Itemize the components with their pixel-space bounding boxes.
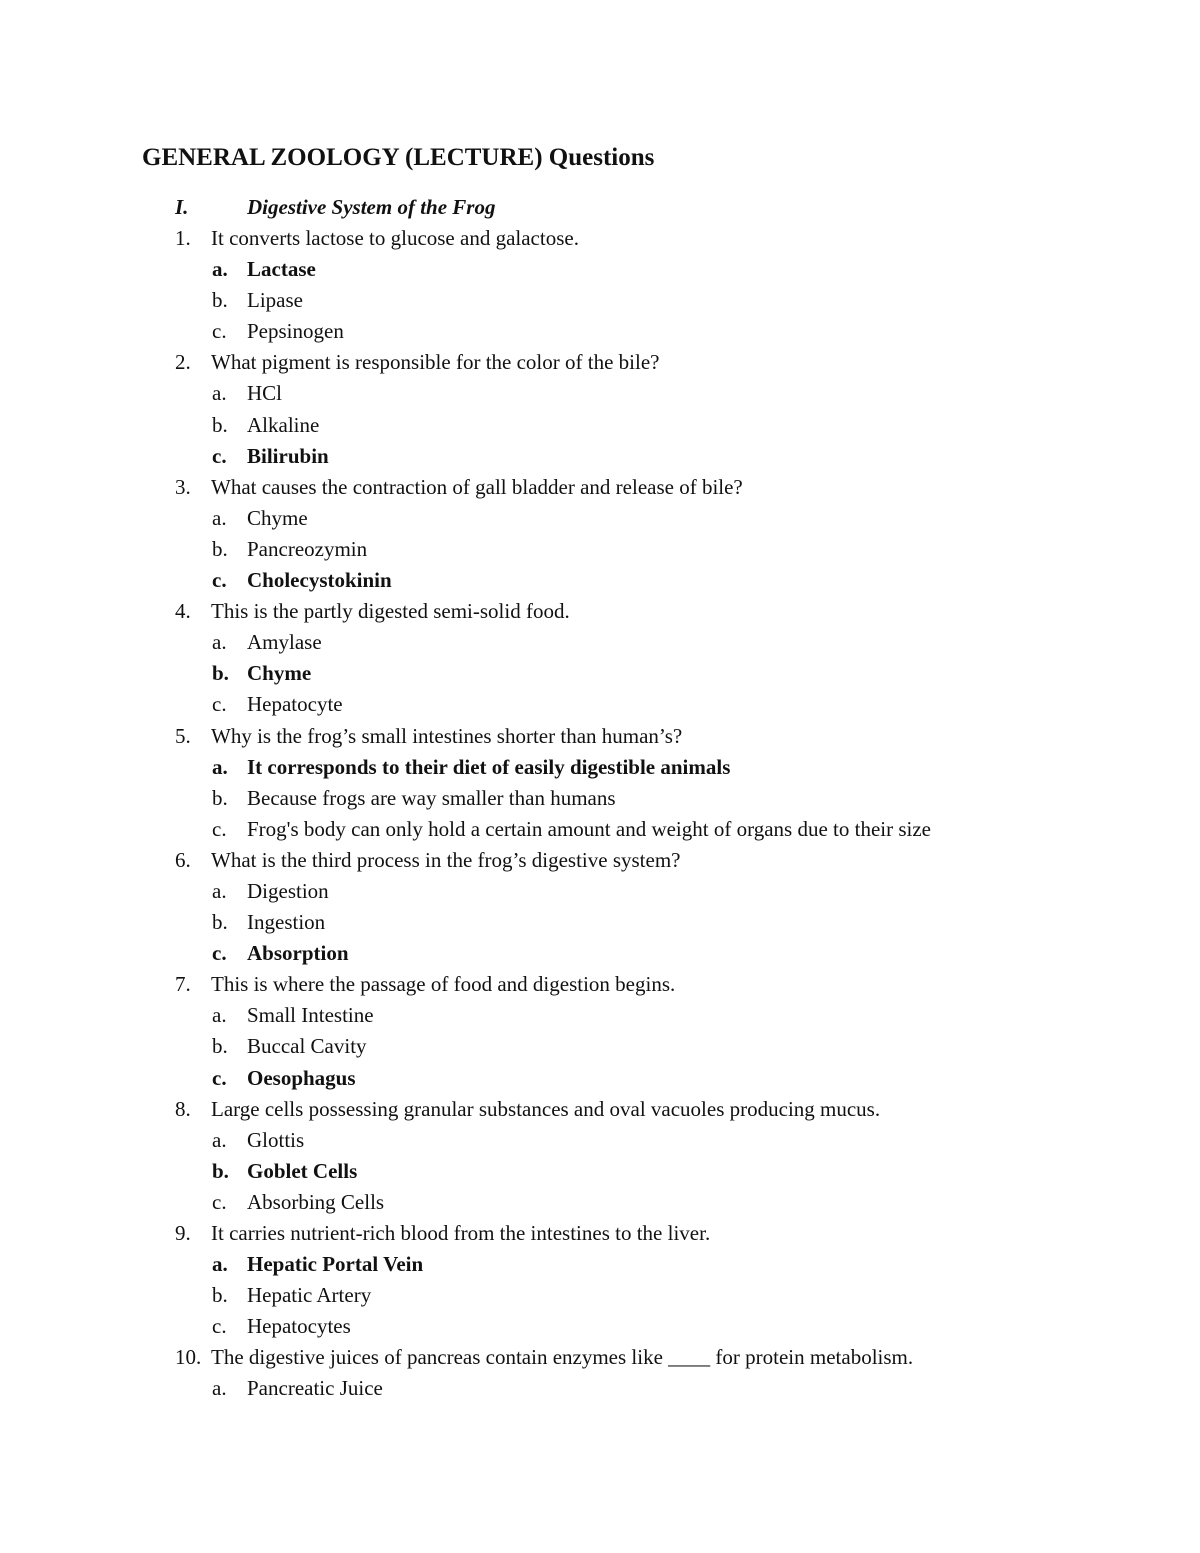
- option-letter: b.: [212, 1158, 229, 1183]
- question-text: Why is the frog’s small intestines shorter than human’s?: [211, 723, 683, 748]
- option-letter: a.: [212, 1127, 227, 1152]
- answer-option-correct: [175, 1156, 1185, 1187]
- option-letter: c.: [212, 816, 227, 841]
- question-text: Large cells possessing granular substances and oval vacuoles producing mucus.: [211, 1096, 881, 1121]
- answer-option: [175, 1031, 1185, 1062]
- answer-option: [175, 503, 1185, 534]
- option-text: Absorbing Cells: [247, 1189, 385, 1214]
- question-number: 1.: [175, 226, 191, 250]
- option-letter: b.: [212, 1283, 228, 1308]
- answer-option: [175, 1000, 1185, 1031]
- answer-option-correct: [175, 565, 1185, 596]
- option-text: HCl: [247, 381, 283, 406]
- answer-option: [175, 783, 1185, 814]
- answer-option: [175, 814, 1185, 845]
- option-letter: a.: [212, 1376, 227, 1401]
- option-text: Lipase: [247, 288, 303, 313]
- question-4: [175, 596, 1185, 627]
- question-number: 10.: [175, 1345, 202, 1370]
- section-heading: [175, 192, 495, 223]
- option-text: Cholecystokinin: [247, 568, 392, 593]
- question-number: 8.: [175, 1096, 191, 1121]
- option-text: Pancreozymin: [247, 536, 368, 561]
- question-2: [175, 347, 1185, 378]
- option-letter: b.: [212, 661, 229, 686]
- answer-option: [175, 907, 1185, 938]
- option-letter: a.: [212, 1003, 227, 1028]
- option-letter: c.: [212, 443, 227, 468]
- option-text: Alkaline: [247, 412, 320, 437]
- option-text: Pepsinogen: [247, 319, 344, 344]
- answer-option-correct: [175, 441, 1185, 472]
- option-letter: c.: [212, 568, 227, 593]
- option-text: Frog's body can only hold a certain amount and weight of organs due to their size: [247, 816, 931, 841]
- option-text: Small Intestine: [247, 1003, 374, 1028]
- question-text: What pigment is responsible for the color of the bile?: [211, 350, 660, 375]
- question-number: 4.: [175, 599, 191, 624]
- question-1: [175, 223, 1185, 254]
- option-letter: b.: [212, 1034, 228, 1059]
- option-letter: a.: [212, 381, 227, 406]
- answer-option: [175, 689, 1185, 720]
- question-number: 2.: [175, 350, 191, 375]
- question-number: 5.: [175, 723, 191, 748]
- option-text: Oesophagus: [247, 1065, 356, 1090]
- option-letter: c.: [212, 319, 227, 344]
- question-10: [175, 1342, 1185, 1373]
- answer-option-correct: [175, 938, 1185, 969]
- answer-option: [175, 1125, 1185, 1156]
- answer-option: [175, 1280, 1185, 1311]
- option-letter: a.: [212, 878, 227, 903]
- question-text: This is where the passage of food and digestion begins.: [211, 972, 676, 997]
- option-text: Chyme: [247, 661, 312, 686]
- option-letter: b.: [212, 412, 228, 437]
- section-title: Digestive System of the Frog: [247, 195, 496, 219]
- option-text: Ingestion: [247, 910, 326, 935]
- option-text: Hepatocytes: [247, 1314, 351, 1339]
- option-text: Absorption: [247, 941, 349, 966]
- option-text: Pancreatic Juice: [247, 1376, 383, 1401]
- option-letter: c.: [212, 1065, 227, 1090]
- option-text: Lactase: [247, 257, 316, 282]
- answer-option: [175, 1187, 1185, 1218]
- question-number: 7.: [175, 972, 191, 997]
- option-text: Amylase: [247, 630, 322, 655]
- option-letter: c.: [212, 1314, 227, 1339]
- option-letter: a.: [212, 505, 227, 530]
- option-text: It corresponds to their diet of easily digestible animals: [247, 754, 731, 779]
- answer-option-correct: [175, 658, 1185, 689]
- option-letter: a.: [212, 257, 228, 282]
- option-text: Glottis: [247, 1127, 305, 1152]
- question-number: 9.: [175, 1221, 191, 1245]
- question-6: [175, 845, 1185, 876]
- answer-option-correct: [175, 254, 1185, 285]
- option-letter: a.: [212, 630, 227, 655]
- answer-option: [175, 876, 1185, 907]
- option-letter: b.: [212, 288, 228, 313]
- question-7: [175, 969, 1185, 1000]
- option-letter: c.: [212, 941, 227, 966]
- option-text: Buccal Cavity: [247, 1034, 367, 1059]
- answer-option: [175, 378, 1185, 409]
- answer-option: [175, 1311, 1185, 1342]
- option-text: Hepatic Portal Vein: [247, 1252, 424, 1277]
- option-text: Hepatocyte: [247, 692, 343, 717]
- option-letter: b.: [212, 785, 228, 810]
- section-numeral: I.: [175, 195, 189, 219]
- answer-option: [175, 627, 1185, 658]
- question-3: [175, 472, 1185, 503]
- option-text: Bilirubin: [247, 443, 329, 468]
- answer-option: [175, 410, 1185, 441]
- option-text: Goblet Cells: [247, 1158, 358, 1183]
- question-8: [175, 1094, 1185, 1125]
- option-text: Chyme: [247, 505, 308, 530]
- answer-option: [175, 316, 1185, 347]
- answer-option-correct: [175, 1063, 1185, 1094]
- option-text: Digestion: [247, 878, 329, 903]
- option-letter: b.: [212, 910, 228, 935]
- answer-option-correct: [175, 752, 1185, 783]
- question-5: [175, 721, 1185, 752]
- question-9: [175, 1218, 1185, 1249]
- question-list: [175, 223, 1185, 1405]
- option-text: Because frogs are way smaller than humans: [247, 785, 616, 810]
- option-letter: c.: [212, 692, 227, 717]
- answer-option: [175, 534, 1185, 565]
- question-number: 3.: [175, 474, 191, 499]
- question-text: It converts lactose to glucose and galactose.: [211, 226, 579, 250]
- option-letter: a.: [212, 1252, 228, 1277]
- answer-option: [175, 285, 1185, 316]
- question-number: 6.: [175, 847, 191, 872]
- document-title: GENERAL ZOOLOGY (LECTURE) Questions: [142, 144, 655, 171]
- question-text: What is the third process in the frog’s digestive system?: [211, 847, 681, 872]
- answer-option-correct: [175, 1249, 1185, 1280]
- option-text: Hepatic Artery: [247, 1283, 372, 1308]
- question-text: It carries nutrient-rich blood from the intestines to the liver.: [211, 1221, 711, 1245]
- answer-option: [175, 1373, 1185, 1404]
- question-text: The digestive juices of pancreas contain enzymes like ____ for protein metabolism.: [211, 1345, 914, 1370]
- question-text: What causes the contraction of gall bladder and release of bile?: [211, 474, 743, 499]
- option-letter: b.: [212, 536, 228, 561]
- option-letter: a.: [212, 754, 228, 779]
- question-text: This is the partly digested semi-solid food.: [211, 599, 570, 624]
- option-letter: c.: [212, 1189, 227, 1214]
